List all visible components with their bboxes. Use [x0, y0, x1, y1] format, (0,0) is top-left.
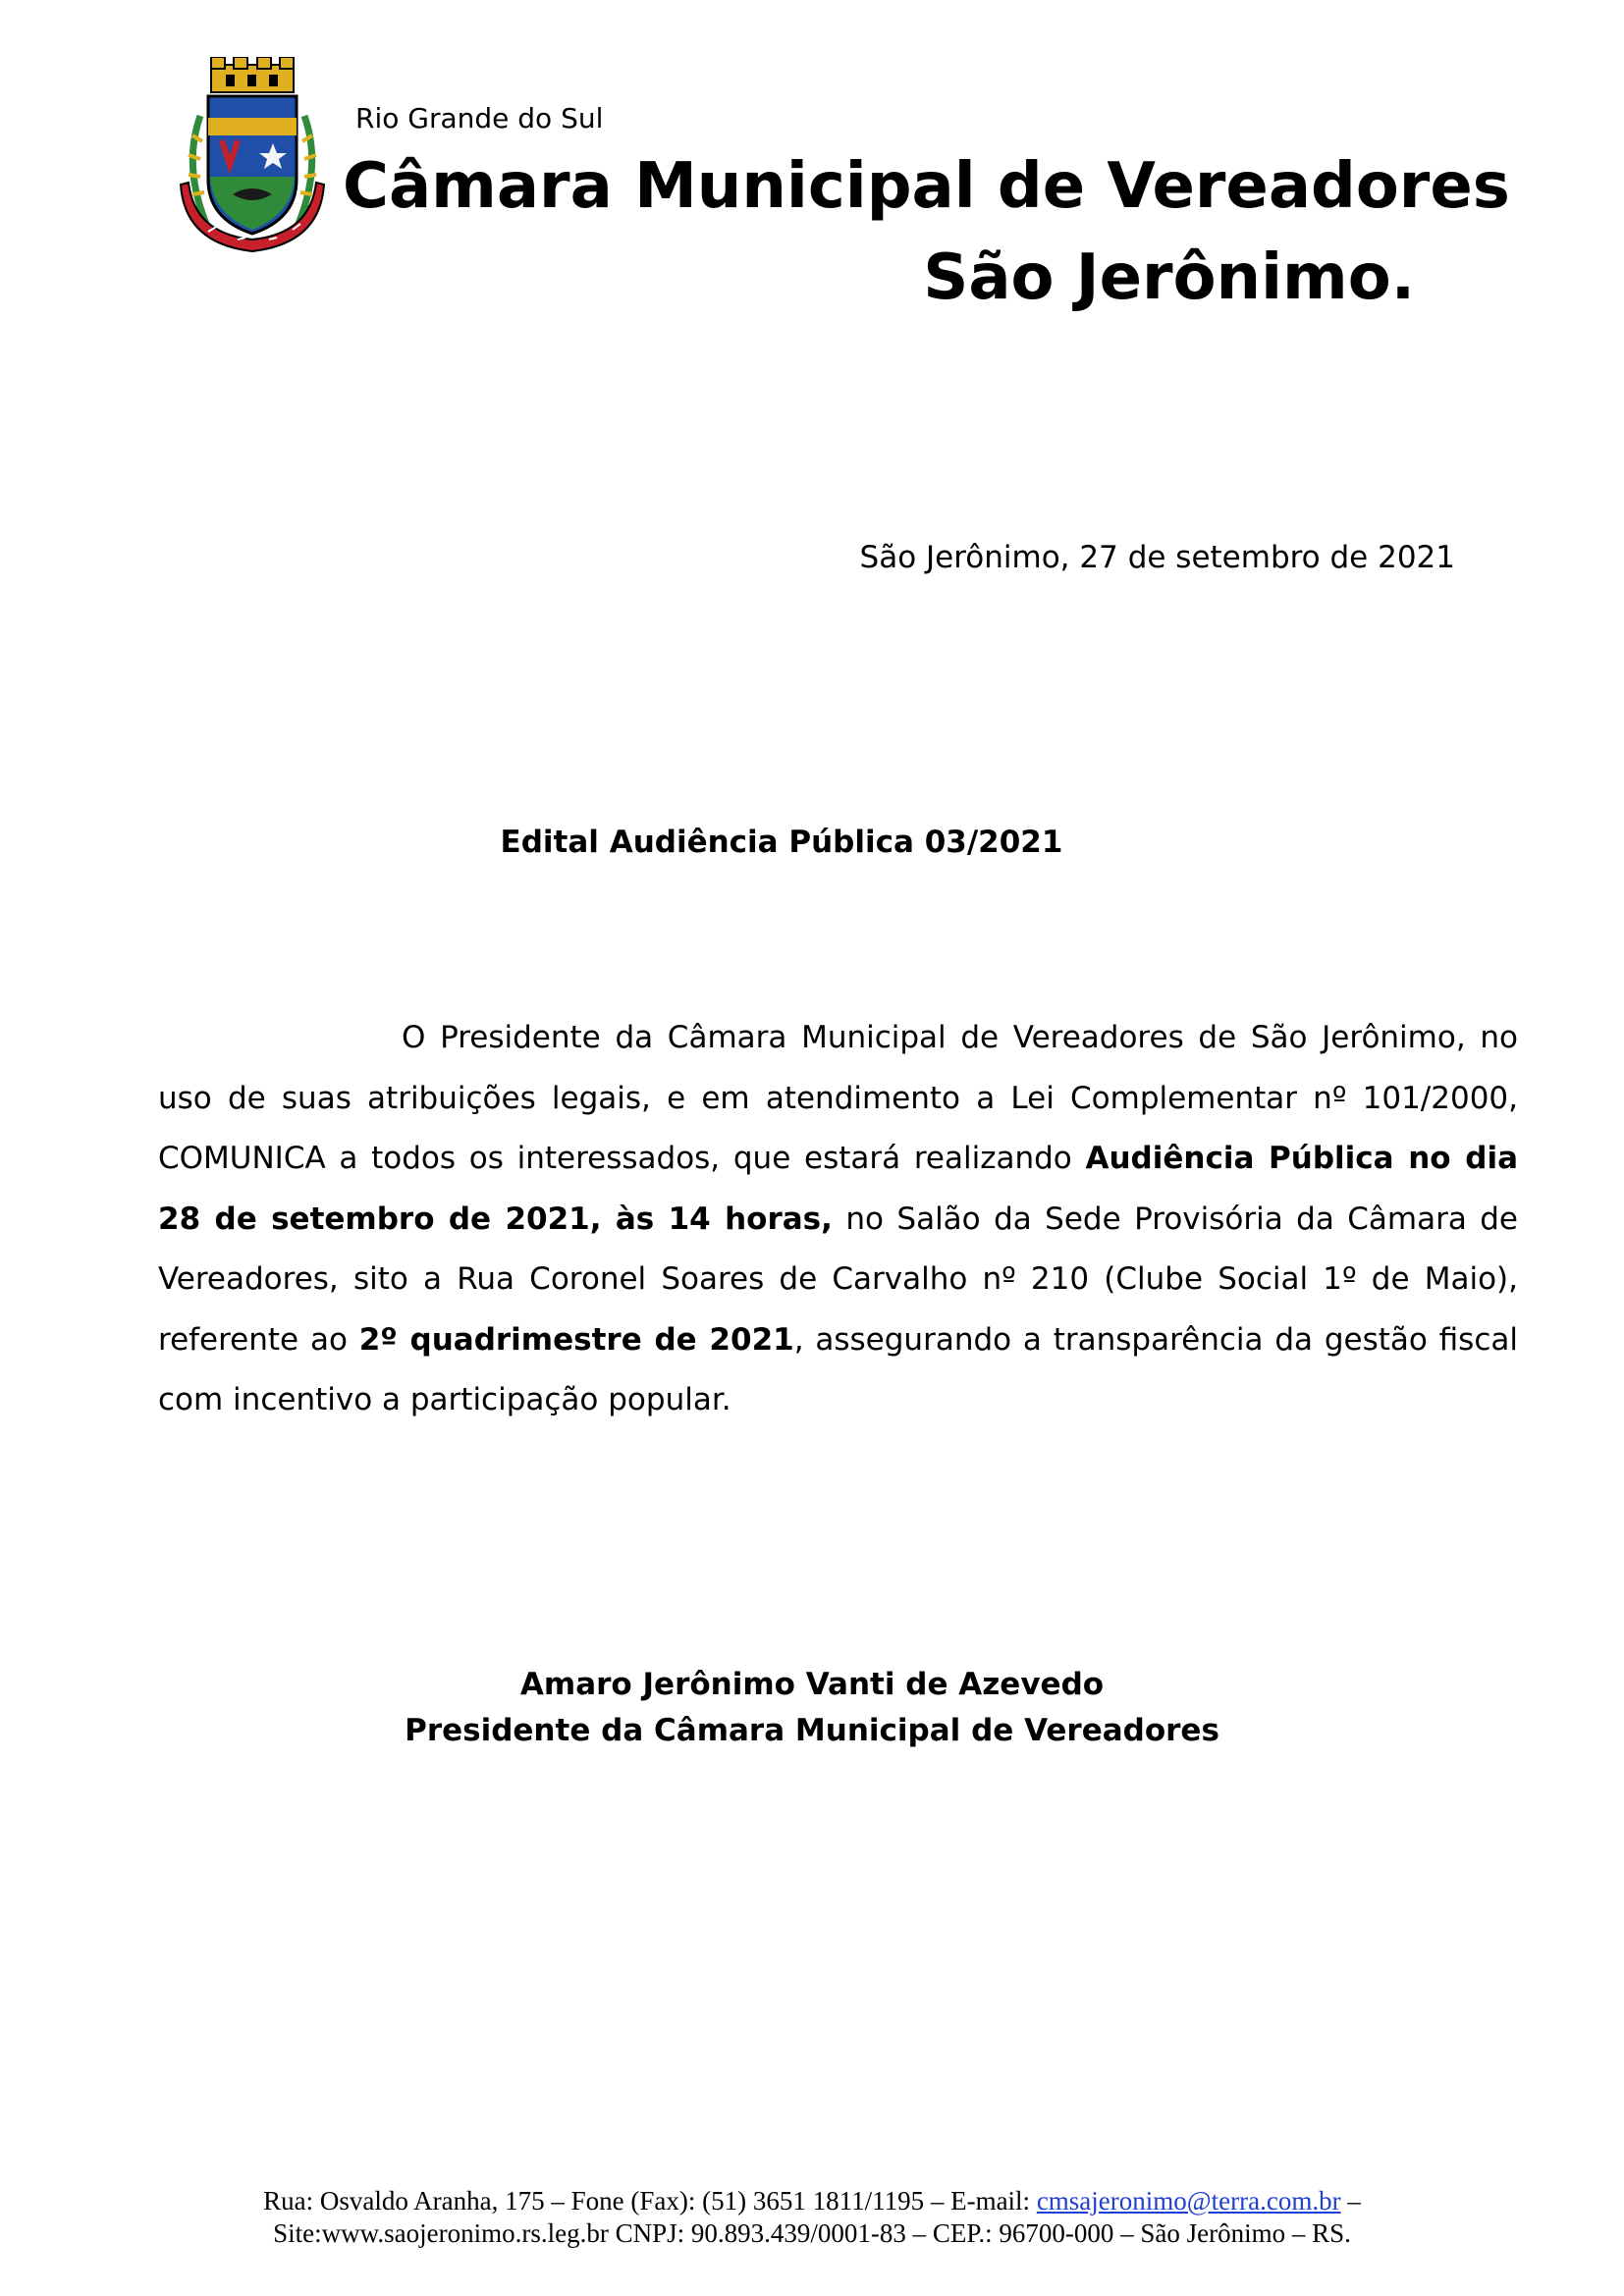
page-footer [0, 2185, 1624, 2250]
state-name: Rio Grande do Sul [355, 102, 604, 134]
email-link[interactable]: cmsajeronimo@terra.com.br [1036, 2186, 1341, 2216]
footer-dash: – [1340, 2186, 1361, 2216]
date-line: São Jerônimo, 27 de setembro de 2021 [859, 540, 1455, 575]
document-title: Edital Audiência Pública 03/2021 [500, 825, 1063, 860]
body-text-part3: , assegurando a transparência da gestão fiscal com incentivo a participação popular. [158, 1321, 1518, 1417]
body-text-part2: no Salão da Sede Provisória da Câmara de Vereadores, sito a Rua Coronel Soares de Carvalho nº 210 (Clube Social 1º de Maio), referente ao [158, 1201, 1519, 1358]
body-bold-event: Audiência Pública no dia 28 de setembro de 2021, às 14 horas, [158, 1141, 1519, 1237]
body-bold-period: 2º quadrimestre de 2021 [358, 1321, 794, 1358]
coat-of-arms-logo [179, 57, 326, 258]
body-paragraph [158, 1008, 1518, 1431]
signature-block [0, 1662, 1624, 1754]
city-title: São Jerônimo. [923, 241, 1415, 314]
body-text-part1: O Presidente da Câmara Municipal de Vereadores de São Jerônimo, no uso de suas atribuições legais, e em atendimento a Lei Complementar nº 101/2000, COMUNICA a todos os interessados, que estará realizando [158, 1020, 1518, 1176]
footer-line-2: Site:www.saojeronimo.rs.leg.br CNPJ: 90.893.439/0001-83 – CEP.: 96700-000 – São Jerônimo – RS. [273, 2218, 1351, 2248]
institution-title: Câmara Municipal de Vereadores [343, 150, 1510, 223]
footer-address: Rua: Osvaldo Aranha, 175 – Fone (Fax): (51) 3651 1811/1195 – E-mail: [263, 2186, 1037, 2216]
signatory-name: Amaro Jerônimo Vanti de Azevedo [519, 1667, 1105, 1702]
signatory-role: Presidente da Câmara Municipal de Vereadores [405, 1713, 1219, 1748]
footer-line-1 [0, 2185, 1624, 2217]
